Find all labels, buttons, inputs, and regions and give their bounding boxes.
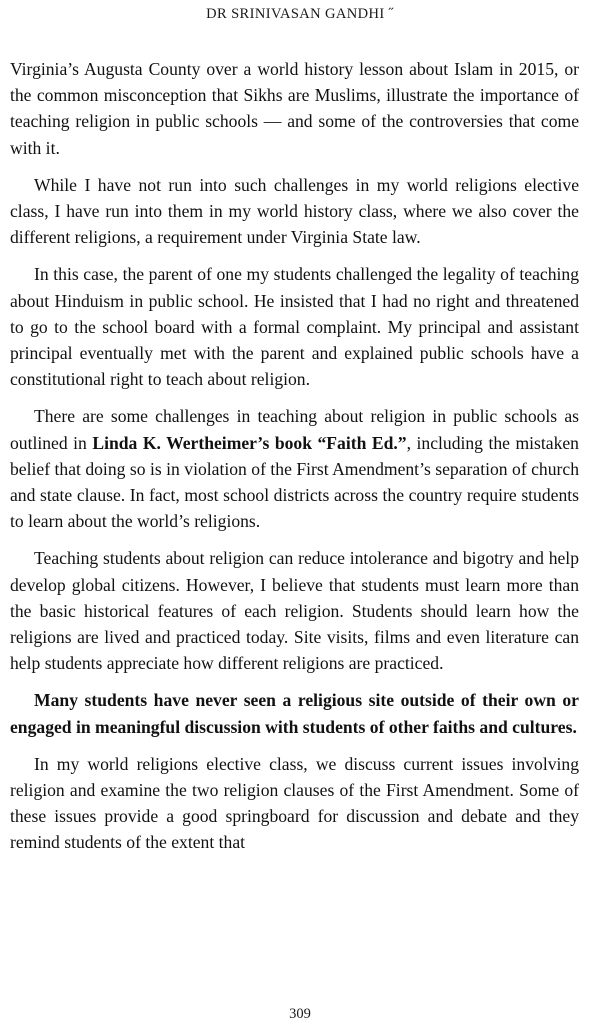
body-text <box>10 56 579 867</box>
page-number: 309 <box>289 1006 311 1022</box>
paragraph-1: Virginia’s Augusta County over a world history lesson about Islam in 2015, or the common misconception that Sikhs are Muslims, illustrate the importance of teaching religion in public schools — and some of the controversies that come with it. <box>10 59 579 158</box>
paragraph-2: While I have not run into such challenges in my world religions elective class, I have run into them in my world history class, where we also cover the different religions, a requirement under Virginia State law. <box>10 174 579 248</box>
paragraph-6: In my world religions elective class, we discuss current issues involving religion and examine the two religion clauses of the First Amendment. Some of these issues provide a good springboard for discussion and debate and they remind students of the extent that <box>10 753 579 853</box>
paragraph-4-text-before: There are some challenges in teaching about religion in public schools as outlined in <box>10 406 579 453</box>
paragraph-5: Teaching students about religion can reduce intolerance and bigotry and help develop global citizens. However, I believe that students must learn more than the basic historical features of each religion. Students should learn how the religions are lived and practiced today. Site visits, films and even literature can help students appreciate how different religions are practiced. <box>10 548 579 674</box>
pull-quote: Many students have never seen a religious site outside of their own or engaged in meaningful discussion with students of other faiths and cultures. <box>10 690 579 737</box>
paragraph-4 <box>10 403 579 534</box>
paragraph-4-text-after: , including the mistaken belief that doing so is in violation of the First Amendment’s separation of church and state clause. In fact, most school districts across the country require students to learn about the world’s religions. <box>10 432 579 532</box>
running-head: DR SRINIVASAN GANDHI ˝ <box>206 6 394 22</box>
paragraph-3: In this case, the parent of one my students challenged the legality of teaching about Hinduism in public school. He insisted that I had no right and threatened to go to the school board with a formal complaint. My principal and assistant principal eventually met with the parent and explained public schools have a constitutional right to teach about religion. <box>10 264 579 390</box>
book-title-citation: Linda K. Wertheimer’s book “Faith Ed.” <box>92 432 407 453</box>
